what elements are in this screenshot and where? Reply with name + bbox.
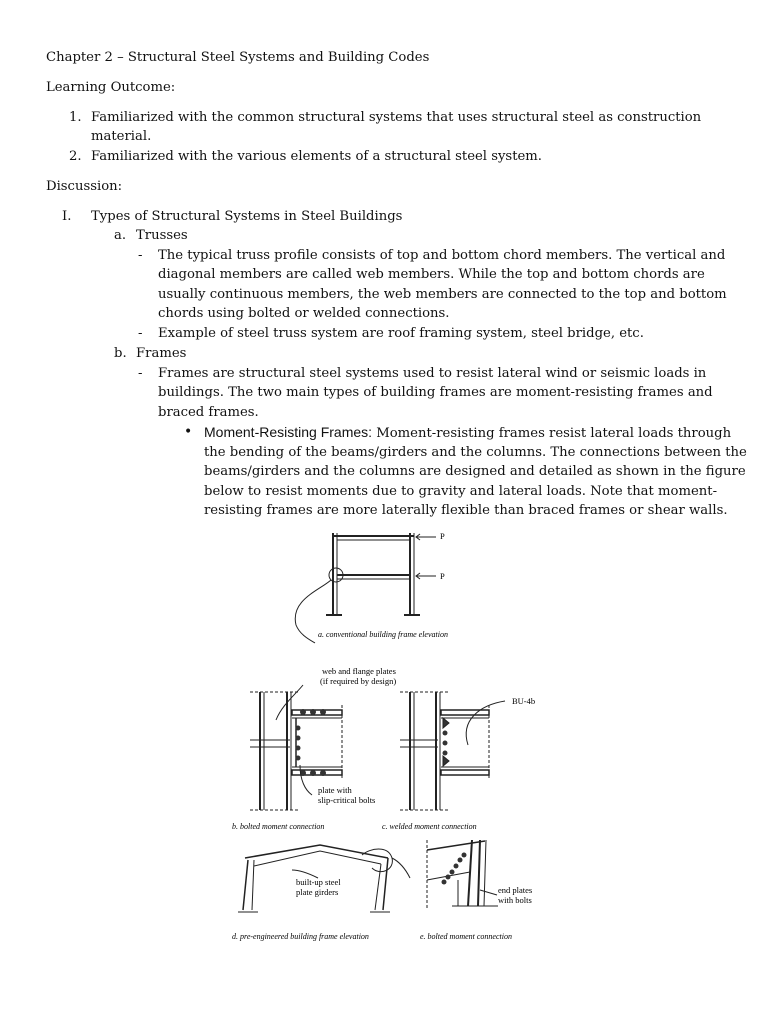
learning-outcome-heading: Learning Outcome: [46, 80, 176, 95]
moment-frames-term: Moment-Resisting Frames: [204, 424, 373, 440]
caption-b: b. bolted moment connection [232, 822, 325, 831]
load-label-p1: P [440, 531, 445, 541]
truss-bullet-1-line-4: chords using bolted or welded connections. [158, 306, 450, 321]
chapter-title: Chapter 2 – Structural Steel Systems and Building Codes [46, 50, 430, 65]
subsection-b-title: Frames [136, 346, 187, 361]
moment-frames-line-3: beams/girders and the columns are designed and detailed as shown in the figure [204, 464, 746, 479]
frames-bullet-line-3: braced frames. [158, 405, 259, 420]
load-label-p2: P [440, 571, 445, 581]
truss-bullet-1-dash: - [138, 248, 143, 263]
label-bu-4b: BU-4b [512, 696, 536, 706]
outcome-1-line-1: Familiarized with the common structural systems that uses structural steel as construction [91, 110, 702, 125]
outcome-1-line-2: material. [91, 129, 152, 144]
caption-c: c. welded moment connection [382, 822, 477, 831]
section-i-number: I. [62, 209, 72, 224]
frames-bullet-dash: - [138, 366, 143, 381]
label-with-bolts: with bolts [498, 895, 532, 905]
frames-bullet-line-2: buildings. The two main types of building frames are moment-resisting frames and [158, 385, 713, 400]
subsection-a-number: a. [114, 228, 127, 243]
moment-frames-first-line: Moment-resisting frames resist lateral loads through [372, 426, 732, 441]
caption-a: a. conventional building frame elevation [318, 630, 448, 639]
moment-frames-line-2: the bending of the beams/girders and the columns. The connections between the [204, 445, 747, 460]
moment-frames-line-4: below to resist moments due to gravity and lateral loads. Note that moment- [204, 484, 718, 499]
label-web-flange-plates: web and flange plates [322, 666, 396, 676]
truss-bullet-1-line-2: diagonal members are called web members. While the top and bottom chords are [158, 267, 705, 282]
subsection-a-title: Trusses [136, 228, 188, 243]
frame-elevation-diagram [295, 533, 436, 643]
outcome-1-number: 1. [69, 110, 82, 125]
outcome-2-line-1: Familiarized with the various elements of a structural steel system. [91, 149, 542, 164]
section-i-title: Types of Structural Systems in Steel Buildings [91, 209, 403, 224]
end-plate-connection-diagram [427, 840, 498, 910]
caption-d: d. pre-engineered building frame elevation [232, 932, 369, 941]
label-built-up-1: built-up steel [296, 877, 341, 887]
subsection-b-number: b. [114, 346, 127, 361]
label-slip-critical: slip-critical bolts [318, 795, 376, 805]
bolt-group-c [443, 731, 448, 756]
caption-e: e. bolted moment connection [420, 932, 512, 941]
label-plate-with: plate with [318, 785, 352, 795]
label-built-up-2: plate girders [296, 887, 339, 897]
truss-bullet-1-line-1: The typical truss profile consists of top and bottom chord members. The vertical and [158, 248, 726, 263]
label-if-required: (if required by design) [320, 676, 397, 686]
frames-bullet-line-1: Frames are structural steel systems used to resist lateral wind or seismic loads in [158, 366, 707, 381]
truss-bullet-1-line-3: usually continuous members, the web members are connected to the top and bottom [158, 287, 727, 302]
moment-frames-line-5: resisting frames are more laterally flexible than braced frames or shear walls. [204, 503, 728, 518]
truss-bullet-2-dash: - [138, 326, 143, 341]
truss-bullet-2-line-1: Example of steel truss system are roof framing system, steel bridge, etc. [158, 326, 644, 341]
bolt-group-e [442, 853, 467, 885]
label-end-plates: end plates [498, 885, 533, 895]
moment-frames-bullet: • [184, 424, 193, 440]
outcome-2-number: 2. [69, 149, 82, 164]
discussion-heading: Discussion: [46, 179, 123, 194]
welded-connection-diagram [400, 692, 505, 810]
